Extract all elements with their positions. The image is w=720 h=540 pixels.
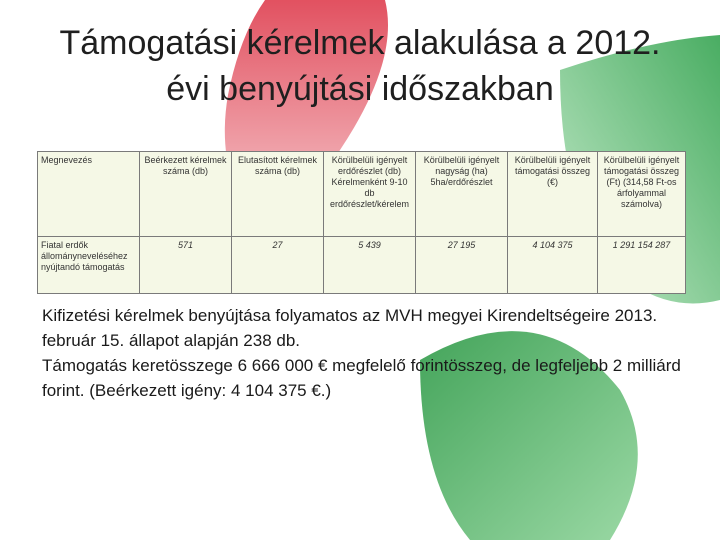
header-cell-name: Megnevezés xyxy=(38,152,140,237)
body-text xyxy=(42,303,692,403)
header-cell-amount-eur: Körülbelüli igényelt támogatási összeg (€) xyxy=(508,152,598,237)
row-label: Fiatal erdők állományneveléséhez nyújtandó támogatás xyxy=(38,237,140,294)
header-cell-received: Beérkezett kérelmek száma (db) xyxy=(140,152,232,237)
support-requests-table xyxy=(37,151,686,294)
cell-amount-huf: 1 291 154 287 xyxy=(598,237,686,294)
header-cell-forest-parcels: Körülbelüli igényelt erdőrészlet (db) Kérelmenként 9-10 db erdőrészlet/kérelem xyxy=(324,152,416,237)
page-title-line-2: évi benyújtási időszakban xyxy=(166,70,554,108)
table-row xyxy=(38,237,686,294)
paragraph-budget: Támogatás keretösszege 6 666 000 € megfelelő forintösszeg, de legfeljebb 2 milliárd forint. (Beérkezett igény: 4 104 375 €.) xyxy=(42,356,681,400)
header-cell-area: Körülbelüli igényelt nagyság (ha) 5ha/erdőrészlet xyxy=(416,152,508,237)
cell-received: 571 xyxy=(140,237,232,294)
page-title xyxy=(20,20,700,112)
cell-area: 27 195 xyxy=(416,237,508,294)
page-title-line-1: Támogatási kérelmek alakulása a 2012. xyxy=(59,24,661,62)
cell-amount-eur: 4 104 375 xyxy=(508,237,598,294)
header-cell-amount-huf: Körülbelüli igényelt támogatási összeg (Ft) (314,58 Ft-os árfolyammal számolva) xyxy=(598,152,686,237)
cell-rejected: 27 xyxy=(232,237,324,294)
cell-forest-parcels: 5 439 xyxy=(324,237,416,294)
paragraph-payment-requests: Kifizetési kérelmek benyújtása folyamatos az MVH megyei Kirendeltségeire 2013. február 15. állapot alapján 238 db. xyxy=(42,306,658,350)
table-header-row xyxy=(38,152,686,237)
header-cell-rejected: Elutasított kérelmek száma (db) xyxy=(232,152,324,237)
